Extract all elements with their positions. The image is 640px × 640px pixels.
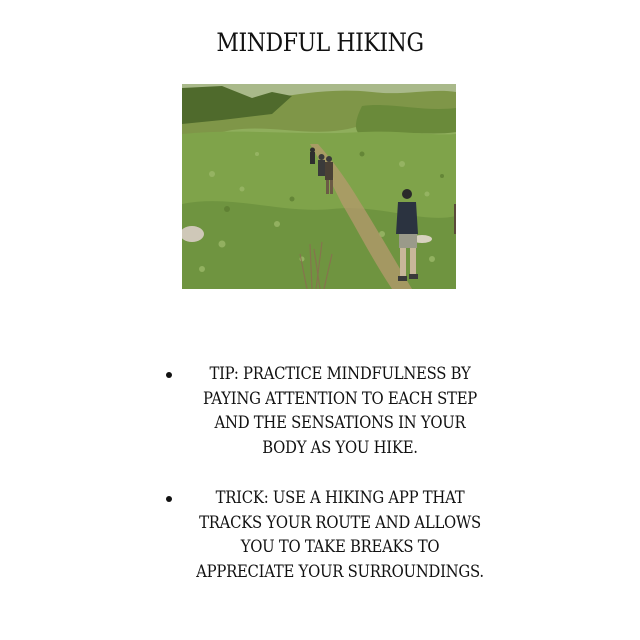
- tip-item: [150, 362, 500, 460]
- post: [454, 204, 456, 234]
- hikers-on-trail-photo: [182, 84, 456, 289]
- page-title: MINDFUL HIKING: [216, 27, 424, 57]
- tips-list: [150, 362, 500, 610]
- bullet-icon: [166, 496, 172, 502]
- trick-item: [150, 486, 500, 584]
- bullet-icon: [166, 372, 172, 378]
- tip-text: TIP: PRACTICE MINDFULNESS BY PAYING ATTENTION TO EACH STEP AND THE SENSATIONS IN YOUR BODY AS YOU HIKE.: [203, 364, 477, 457]
- hiker-far: [310, 148, 315, 165]
- right-slope: [356, 105, 456, 136]
- trick-text: TRICK: USE A HIKING APP THAT TRACKS YOUR ROUTE AND ALLOWS YOU TO TAKE BREAKS TO APPRECIATE YOUR SURROUNDINGS.: [196, 488, 484, 581]
- photo-illustration: [182, 84, 456, 289]
